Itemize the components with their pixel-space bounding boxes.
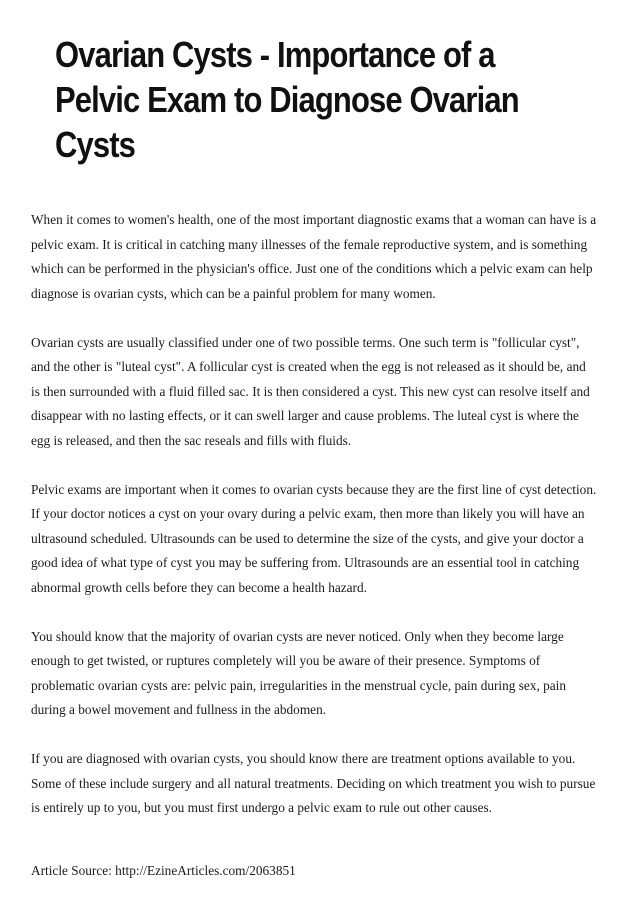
paragraph-intro: When it comes to women's health, one of the most important diagnostic exams that a woman can have is a pelvic exam. It is critical in catching many illnesses of the female reproductive system, and is something which can be performed in the physician's office. Just one of the conditions which a pelvic exam can help diagnose is ovarian cysts, which can be a painful problem for many women. (31, 212, 597, 301)
article-title: Ovarian Cysts - Importance of a Pelvic Exam to Diagnose Ovarian Cysts (55, 34, 519, 165)
article-source: Article Source: http://EzineArticles.com/2063851 (31, 863, 296, 878)
article-body (31, 208, 597, 845)
paragraph-treatment: If you are diagnosed with ovarian cysts, you should know there are treatment options available to you. Some of these include surgery and all natural treatments. Deciding on which treatment you wish to pursue is entirely up to you, but you must first undergo a pelvic exam to rule out other causes. (31, 751, 596, 815)
paragraph-symptoms: You should know that the majority of ovarian cysts are never noticed. Only when they become large enough to get twisted, or ruptures completely will you be aware of their presence. Symptoms of problematic ovarian cysts are: pelvic pain, irregularities in the menstrual cycle, pain during sex, pain during a bowel movement and fullness in the abdomen. (31, 628, 567, 717)
paragraph-pelvic-exams: Pelvic exams are important when it comes to ovarian cysts because they are the first line of cyst detection. If your doctor notices a cyst on your ovary during a pelvic exam, then more than likely you will have an ultrasound scheduled. Ultrasounds can be used to determine the size of the cysts, and give your doctor a good idea of what type of cyst you may be suffering from. Ultrasounds are an essential tool in catching abnormal growth cells before they can become a health hazard. (31, 481, 597, 595)
paragraph-cyst-types: Ovarian cysts are usually classified under one of two possible terms. One such term is "follicular cyst", and the other is "luteal cyst". A follicular cyst is created when the egg is not released as it should be, and is then surrounded with a fluid filled sac. It is then considered a cyst. This new cyst can resolve itself and disappear with no lasting effects, or it can swell larger and cause problems. The luteal cyst is where the egg is released, and then the sac reseals and fills with fluids. (31, 334, 590, 448)
